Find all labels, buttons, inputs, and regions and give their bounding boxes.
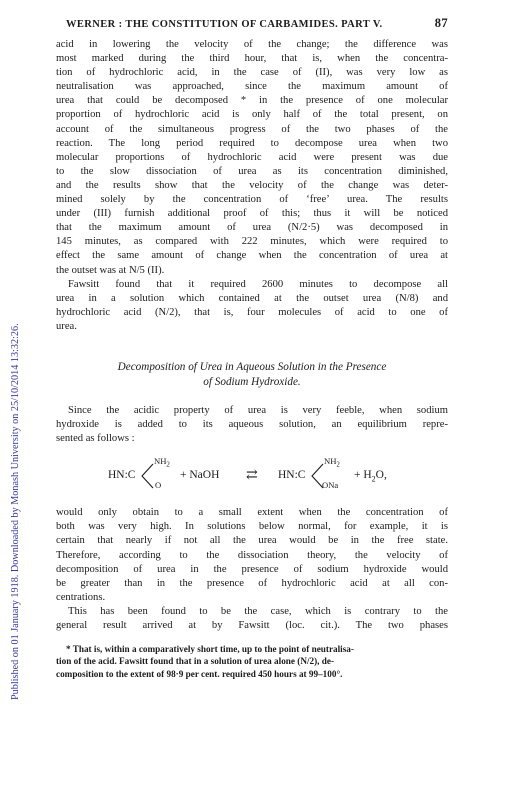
download-watermark-text: Published on 01 January 1918. Downloaded by Monash University on 25/10/2014 13:32:26.: [10, 323, 21, 700]
chemical-equation: [56, 456, 448, 498]
paragraph-1: [56, 38, 448, 278]
equation-right-bottom: ONa: [322, 480, 339, 491]
paragraph-4: [56, 506, 448, 605]
equilibrium-arrows: ⇄: [246, 468, 258, 484]
text-line: and the results show that the velocity of the change was deter-: [56, 179, 448, 191]
text-line: under (III) furnish additional proof of this; thus it will be noticed: [56, 208, 448, 220]
text-line: Therefore, according to the dissociation theory, the velocity of: [56, 549, 448, 561]
equation-plus-naoh: + NaOH: [180, 469, 220, 482]
equation-right-top: $NH_2$: [324, 456, 340, 469]
text-line: sented as follows :: [56, 433, 135, 445]
text-line: Fawsitt found that it required 2600 minutes to decompose all: [68, 278, 448, 290]
text-line: neutralisation was approached, since the maximum amount of: [56, 81, 448, 93]
text-line: both was very high. In solutions below normal, for example, it is: [56, 521, 448, 533]
text-line: urea that could be decomposed * in the presence of one molecular: [56, 95, 448, 107]
equation-left-bottom: O: [155, 480, 162, 491]
running-head-title: WERNER : THE CONSTITUTION OF CARBAMIDES. PART V.: [66, 19, 383, 30]
text-line: hydroxide is added to its aqueous solution, an equilibrium repre-: [56, 419, 448, 431]
paragraph-3: [56, 404, 448, 446]
text-line: proportion of hydrochloric acid is only half of the total present, on: [56, 109, 448, 121]
text-line: account of the simultaneous progress of the two phases of the: [56, 123, 448, 135]
text-line: tion of hydrochloric acid, in the case of (II), was very low as: [56, 67, 448, 79]
text-line: Since the acidic property of urea is very feeble, when sodium: [68, 404, 448, 416]
bond-fork-icon: [140, 461, 154, 491]
text-line: decomposition of urea in the presence of sodium hydroxide would: [56, 563, 448, 575]
equation-plus-water: + $H_2O$,: [354, 469, 387, 484]
text-line: to the slow dissociation of urea as its concentration diminished,: [56, 165, 448, 177]
journal-page: [56, 16, 448, 680]
download-watermark: [3, 96, 21, 700]
paragraph-5: [56, 605, 448, 633]
footnote: [56, 643, 448, 680]
text-line: reaction. The long period required to decompose urea when two: [56, 137, 448, 149]
text-line: would only obtain to a small extent when the concentration of: [56, 507, 448, 519]
text-line: most marked during the third hour, that is, when the concentra-: [56, 53, 448, 65]
text-line: molecular proportions of hydrochloric acid were present was due: [56, 151, 448, 163]
text-line: be greater than in the presence of hydrochloric acid at all con-: [56, 577, 448, 589]
text-line: that the maximum amount of urea (N/2·5) was decomposed in: [56, 222, 448, 234]
text-line: This has been found to be the case, which is contrary to the: [68, 605, 448, 617]
equation-left-prefix: HN:C: [108, 469, 136, 482]
footnote-line: * That is, within a comparatively short time, up to the point of neutralisa-: [66, 644, 354, 655]
text-line: hydrochloric acid (N/2), that is, four molecules of acid to one of: [56, 306, 448, 318]
text-line: acid in lowering the velocity of the change; the difference was: [56, 39, 448, 50]
equation-right-prefix: HN:C: [278, 469, 306, 482]
text-line: the outset was at N/5 (II).: [56, 264, 165, 276]
text-line: effect the same amount of change when the concentration of urea at: [56, 250, 448, 262]
equation-left-top: $NH_2$: [154, 456, 170, 469]
running-head: [66, 16, 448, 36]
text-line: centrations.: [56, 591, 106, 603]
text-line: 145 minutes, as compared with 222 minutes, which were required to: [56, 236, 448, 248]
footnote-line: tion of the acid. Fawsitt found that in a solution of urea alone (N/2), de-: [56, 656, 335, 667]
text-line: urea.: [56, 320, 77, 332]
page-number: 87: [434, 16, 448, 30]
text-line: urea in a solution which contained at the outset urea (N/8) and: [56, 292, 448, 304]
section-heading-line: Decomposition of Urea in Aqueous Solution in the Presence: [117, 360, 387, 373]
paragraph-2: [56, 278, 448, 334]
footnote-line: composition to the extent of 98·9 per cent. required 450 hours at 99–100°.: [56, 668, 343, 679]
section-heading: [56, 360, 448, 390]
text-line: mined solely by the concentration of ‘free’ urea. The results: [56, 194, 448, 206]
section-heading-line: of Sodium Hydroxide.: [203, 375, 301, 388]
text-line: certain that nearly if not all the urea would be in the free state.: [56, 535, 448, 547]
text-line: general result arrived at by Fawsitt (loc. cit.). The two phases: [56, 620, 448, 631]
